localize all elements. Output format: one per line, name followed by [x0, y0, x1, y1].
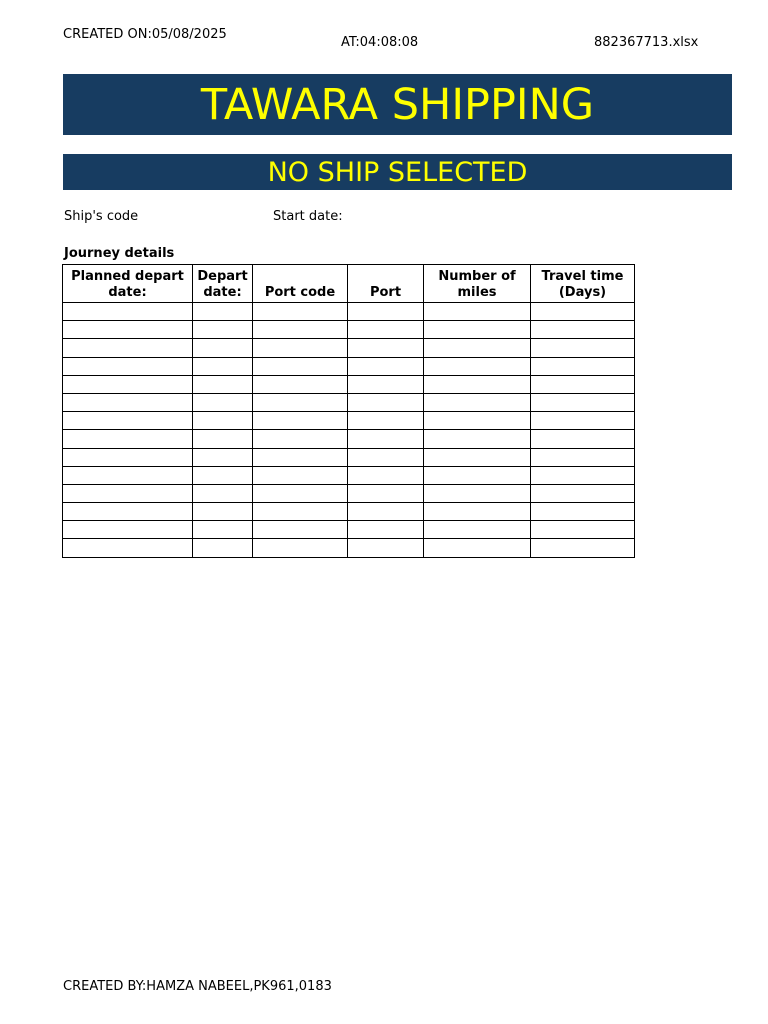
- table-cell: [63, 503, 193, 521]
- table-cell: [531, 448, 635, 466]
- table-cell: [193, 448, 253, 466]
- table-cell: [424, 521, 531, 539]
- table-cell: [253, 321, 348, 339]
- table-cell: [531, 357, 635, 375]
- table-cell: [424, 339, 531, 357]
- table-cell: [63, 321, 193, 339]
- table-row: [63, 339, 635, 357]
- table-cell: [63, 448, 193, 466]
- table-cell: [63, 339, 193, 357]
- table-cell: [424, 430, 531, 448]
- table-cell: [424, 503, 531, 521]
- table-cell: [193, 339, 253, 357]
- table-cell: [193, 521, 253, 539]
- table-cell: [531, 321, 635, 339]
- column-header-number-of-miles: Number of miles: [424, 265, 531, 303]
- column-header-port-code: Port code: [253, 265, 348, 303]
- created-at-time: AT:04:08:08: [341, 35, 419, 50]
- table-cell: [253, 448, 348, 466]
- table-cell: [253, 375, 348, 393]
- table-row: [63, 412, 635, 430]
- table-cell: [193, 539, 253, 557]
- table-header-row: [63, 265, 635, 303]
- table-cell: [253, 412, 348, 430]
- column-header-depart-date: Depart date:: [193, 265, 253, 303]
- journey-table-body: [63, 303, 635, 558]
- table-cell: [531, 412, 635, 430]
- column-header-travel-time: Travel time (Days): [531, 265, 635, 303]
- table-row: [63, 303, 635, 321]
- table-cell: [63, 466, 193, 484]
- table-row: [63, 430, 635, 448]
- table-cell: [424, 357, 531, 375]
- table-cell: [531, 484, 635, 502]
- table-cell: [63, 430, 193, 448]
- table-cell: [253, 539, 348, 557]
- table-cell: [348, 303, 424, 321]
- table-cell: [348, 448, 424, 466]
- table-cell: [63, 521, 193, 539]
- table-cell: [531, 503, 635, 521]
- table-row: [63, 375, 635, 393]
- table-cell: [424, 303, 531, 321]
- table-row: [63, 539, 635, 557]
- table-cell: [193, 466, 253, 484]
- table-cell: [348, 484, 424, 502]
- table-cell: [531, 375, 635, 393]
- table-cell: [253, 430, 348, 448]
- table-cell: [63, 303, 193, 321]
- table-row: [63, 521, 635, 539]
- table-cell: [424, 539, 531, 557]
- table-cell: [348, 321, 424, 339]
- column-header-port: Port: [348, 265, 424, 303]
- table-cell: [424, 375, 531, 393]
- created-by-footer: CREATED BY:HAMZA NABEEL,PK961,0183: [63, 979, 332, 994]
- table-row: [63, 321, 635, 339]
- file-name: 882367713.xlsx: [594, 35, 699, 50]
- table-cell: [348, 466, 424, 484]
- table-cell: [193, 303, 253, 321]
- table-cell: [531, 339, 635, 357]
- table-cell: [193, 412, 253, 430]
- journey-details-title: Journey details: [64, 246, 175, 261]
- table-cell: [253, 339, 348, 357]
- table-cell: [531, 430, 635, 448]
- table-cell: [253, 521, 348, 539]
- table-cell: [63, 484, 193, 502]
- table-cell: [253, 393, 348, 411]
- table-cell: [193, 430, 253, 448]
- table-cell: [348, 339, 424, 357]
- table-cell: [424, 466, 531, 484]
- table-cell: [193, 484, 253, 502]
- table-cell: [531, 303, 635, 321]
- table-row: [63, 484, 635, 502]
- table-cell: [531, 539, 635, 557]
- table-cell: [193, 503, 253, 521]
- table-cell: [348, 503, 424, 521]
- table-cell: [193, 357, 253, 375]
- table-cell: [63, 539, 193, 557]
- table-cell: [348, 412, 424, 430]
- table-row: [63, 448, 635, 466]
- table-cell: [63, 375, 193, 393]
- column-header-planned-depart-date: Planned depart date:: [63, 265, 193, 303]
- table-cell: [253, 303, 348, 321]
- table-row: [63, 393, 635, 411]
- created-on-text: CREATED ON:05/08/2025: [63, 27, 227, 42]
- ship-selection-banner: NO SHIP SELECTED: [63, 154, 732, 190]
- ships-code-label: Ship's code: [64, 209, 139, 224]
- table-cell: [424, 393, 531, 411]
- table-cell: [253, 466, 348, 484]
- table-cell: [424, 412, 531, 430]
- table-row: [63, 503, 635, 521]
- journey-details-table: [62, 264, 635, 558]
- table-row: [63, 357, 635, 375]
- table-cell: [193, 393, 253, 411]
- table-cell: [348, 430, 424, 448]
- table-cell: [348, 393, 424, 411]
- table-cell: [424, 321, 531, 339]
- table-cell: [348, 539, 424, 557]
- table-cell: [193, 375, 253, 393]
- title-banner: TAWARA SHIPPING: [63, 74, 732, 135]
- start-date-label: Start date:: [273, 209, 343, 224]
- table-cell: [348, 521, 424, 539]
- table-cell: [193, 321, 253, 339]
- table-cell: [63, 357, 193, 375]
- table-cell: [531, 466, 635, 484]
- table-row: [63, 466, 635, 484]
- table-cell: [531, 393, 635, 411]
- table-cell: [348, 357, 424, 375]
- table-cell: [424, 484, 531, 502]
- table-cell: [348, 375, 424, 393]
- table-cell: [253, 357, 348, 375]
- table-cell: [253, 503, 348, 521]
- table-cell: [63, 393, 193, 411]
- table-cell: [63, 412, 193, 430]
- table-cell: [253, 484, 348, 502]
- table-cell: [424, 448, 531, 466]
- table-cell: [531, 521, 635, 539]
